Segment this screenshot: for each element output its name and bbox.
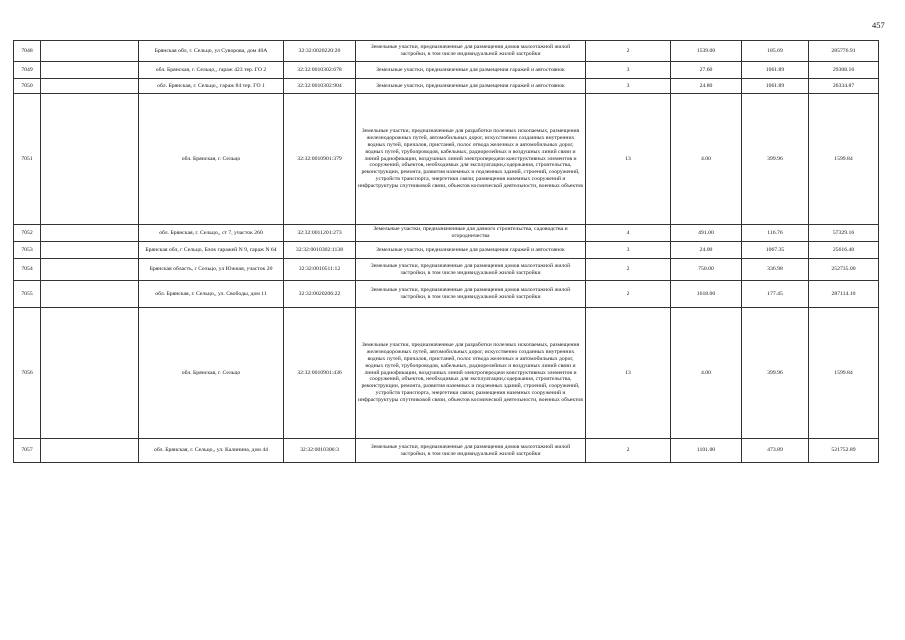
cadastral-number-cell: 32:32:0020206:22 (284, 281, 356, 308)
category-code-cell: 13 (586, 94, 671, 225)
empty-cell (41, 94, 139, 225)
row-number: 7051 (14, 94, 41, 225)
cadastral-number-cell: 32:32:0010302:1138 (284, 242, 356, 259)
address-cell: обл. Брянская, г. Сельцо,, ст 7, участок 260 (139, 225, 284, 242)
land-use-cell: Земельные участки, предназначенные для разработки полезных ископаемых, размещения железнодорожных путей, автомобильных дорог, искусственно созданных внутренних водных путей, причалов, пристаней, полос отвода железных и автомобильных дорог, водных путей, трубопроводов, кабельных, радиорелейных и воздушных линий связи и линий радиофикации, воздушных линий электропередачи конструктивных элементов и сооружений, объектов, необходимых для эксплуатации,содержания, строительства, реконструкции, ремонта, развития наземных и подземных зданий, строений, сооружений, устройств транспорта, энергетики связи; размещения наземных сооружений и инфраструктуры спутниковой связи, объектов космической деятельности, военных объектов (356, 308, 586, 439)
cadastral-number-cell: 32:32:0010901:379 (284, 94, 356, 225)
total-value-cell: 285776.91 (809, 41, 879, 62)
total-value-cell: 57329.16 (809, 225, 879, 242)
table-row (14, 79, 879, 94)
unit-price-cell: 1061.89 (742, 79, 809, 94)
area-cell: 4.00 (671, 308, 742, 439)
unit-price-cell: 399.96 (742, 308, 809, 439)
empty-cell (41, 308, 139, 439)
land-use-cell: Земельные участки, предназначенные для размещения гаражей и автостоянок (356, 242, 586, 259)
cadastral-number-cell: 32:32:0010511:12 (284, 259, 356, 281)
unit-price-cell: 336.98 (742, 259, 809, 281)
area-cell: 4.00 (671, 94, 742, 225)
category-code-cell: 2 (586, 439, 671, 463)
unit-price-cell: 1067.35 (742, 242, 809, 259)
category-code-cell: 3 (586, 242, 671, 259)
unit-price-cell: 177.45 (742, 281, 809, 308)
category-code-cell: 2 (586, 281, 671, 308)
address-cell: Брянская обл, г. Сельцо, ул Суворова, дом 40А (139, 41, 284, 62)
table-row (14, 281, 879, 308)
table-row (14, 308, 879, 439)
address-cell: обл. Брянская, г. Сельцо (139, 94, 284, 225)
land-use-cell: Земельные участки, предназначенные для размещения домов малоэтажной жилой застройки, в том числе индивидуальной жилой застройки (356, 259, 586, 281)
unit-price-cell: 473.89 (742, 439, 809, 463)
total-value-cell: 1599.84 (809, 308, 879, 439)
land-use-cell: Земельные участки, предназначенные для размещения гаражей и автостоянок (356, 79, 586, 94)
unit-price-cell: 116.76 (742, 225, 809, 242)
total-value-cell: 26334.87 (809, 79, 879, 94)
land-use-cell: Земельные участки, предназначенные для размещения гаражей и автостоянок (356, 62, 586, 79)
area-cell: 1539.00 (671, 41, 742, 62)
row-number: 7048 (14, 41, 41, 62)
table-row (14, 439, 879, 463)
row-number: 7057 (14, 439, 41, 463)
address-cell: обл. Брянская, г. Сельцо,, гараж 84 тер. ГО 1 (139, 79, 284, 94)
unit-price-cell: 399.96 (742, 94, 809, 225)
cadastral-number-cell: 32:32:0010901:436 (284, 308, 356, 439)
land-use-cell: Земельные участки, предназначенные для размещения домов малоэтажной жилой застройки, в том числе индивидуальной жилой застройки (356, 281, 586, 308)
row-number: 7055 (14, 281, 41, 308)
area-cell: 1618.00 (671, 281, 742, 308)
table-row (14, 259, 879, 281)
area-cell: 24.80 (671, 79, 742, 94)
category-code-cell: 13 (586, 308, 671, 439)
address-cell: Брянская область, г Сельцо, ул Южная, участок 20 (139, 259, 284, 281)
empty-cell (41, 439, 139, 463)
total-value-cell: 29308.16 (809, 62, 879, 79)
land-use-cell: Земельные участки, предназначенные для дачного строительства, садоводства и огородничества (356, 225, 586, 242)
cadastral-number-cell: 32:32:0010302:904 (284, 79, 356, 94)
address-cell: обл. Брянская, г. Сельцо (139, 308, 284, 439)
address-cell: Брянская обл, г Сельцо, Блок гаражей N 9, гараж N 64 (139, 242, 284, 259)
land-use-cell: Земельные участки, предназначенные для разработки полезных ископаемых, размещения железнодорожных путей, автомобильных дорог, искусственно созданных внутренних водных путей, причалов, пристаней, полос отвода железных и автомобильных дорог, водных путей, трубопроводов, кабельных, радиорелейных и воздушных линий связи и линий радиофикации, воздушных линий электропередачи конструктивных элементов и сооружений, объектов, необходимых для эксплуатации,содержания, строительства, реконструкции, ремонта, развития наземных и подземных зданий, строений, сооружений, устройств транспорта, энергетики связи; размещения наземных сооружений и инфраструктуры спутниковой связи, объектов космической деятельности, военных объектов (356, 94, 586, 225)
row-number: 7049 (14, 62, 41, 79)
category-code-cell: 4 (586, 225, 671, 242)
page-number: 457 (872, 20, 885, 30)
cadastral-number-cell: 32:32:0010306:3 (284, 439, 356, 463)
area-cell: 750.00 (671, 259, 742, 281)
table-row (14, 62, 879, 79)
land-use-cell: Земельные участки, предназначенные для размещения домов малоэтажной жилой застройки, в том числе индивидуальной жилой застройки (356, 439, 586, 463)
row-number: 7050 (14, 79, 41, 94)
category-code-cell: 2 (586, 41, 671, 62)
category-code-cell: 3 (586, 79, 671, 94)
empty-cell (41, 41, 139, 62)
table-row (14, 94, 879, 225)
category-code-cell: 3 (586, 62, 671, 79)
row-number: 7054 (14, 259, 41, 281)
total-value-cell: 521752.89 (809, 439, 879, 463)
total-value-cell: 25616.40 (809, 242, 879, 259)
row-number: 7053 (14, 242, 41, 259)
table-row (14, 41, 879, 62)
table-row (14, 225, 879, 242)
address-cell: обл. Брянская, г. Сельцо,, ул. Свободы, дом 11 (139, 281, 284, 308)
cadastral-number-cell: 32:32:0011201:273 (284, 225, 356, 242)
cadastral-number-cell: 32:32:0010302:678 (284, 62, 356, 79)
cadastral-number-cell: 32:32:0020220:20 (284, 41, 356, 62)
total-value-cell: 252735.00 (809, 259, 879, 281)
address-cell: обл. Брянская, г. Сельцо,, гараж 423 тер. ГО 2 (139, 62, 284, 79)
unit-price-cell: 185.69 (742, 41, 809, 62)
empty-cell (41, 242, 139, 259)
land-plots-table (13, 40, 879, 463)
total-value-cell: 287114.10 (809, 281, 879, 308)
total-value-cell: 1599.84 (809, 94, 879, 225)
empty-cell (41, 62, 139, 79)
area-cell: 24.00 (671, 242, 742, 259)
empty-cell (41, 281, 139, 308)
unit-price-cell: 1061.89 (742, 62, 809, 79)
area-cell: 27.60 (671, 62, 742, 79)
category-code-cell: 2 (586, 259, 671, 281)
area-cell: 1101.00 (671, 439, 742, 463)
empty-cell (41, 79, 139, 94)
address-cell: обл. Брянская, г. Сельцо,, ул. Калинина, дом 44 (139, 439, 284, 463)
row-number: 7056 (14, 308, 41, 439)
table-row (14, 242, 879, 259)
area-cell: 491.00 (671, 225, 742, 242)
empty-cell (41, 259, 139, 281)
land-use-cell: Земельные участки, предназначенные для размещения домов малоэтажной жилой застройки, в том числе индивидуальной жилой застройки (356, 41, 586, 62)
empty-cell (41, 225, 139, 242)
row-number: 7052 (14, 225, 41, 242)
